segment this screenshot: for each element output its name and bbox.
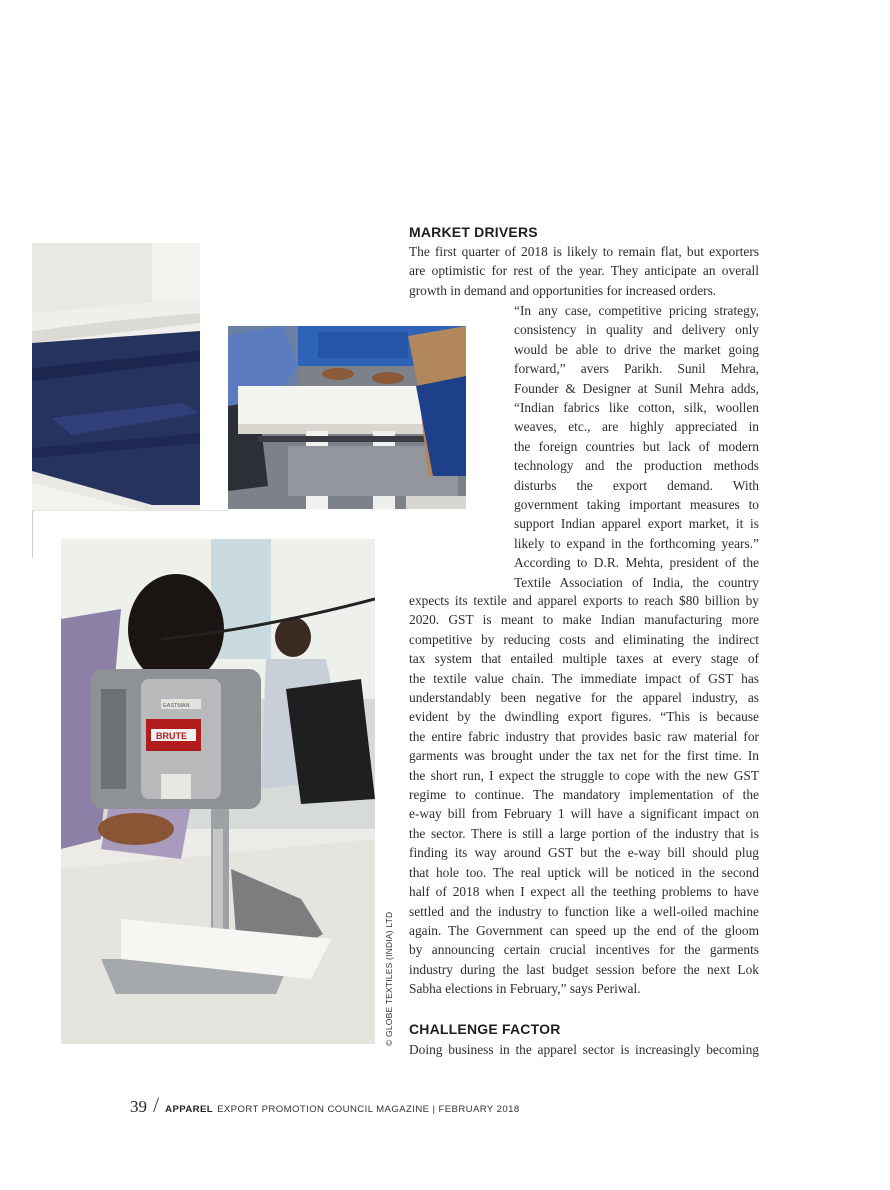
text-line: half of 2018 when I expect all the teething problems to have <box>409 884 759 900</box>
text-line: Sabha elections in February,” says Periwal. <box>409 981 641 997</box>
article-paragraph <box>409 1040 759 1059</box>
text-line: evident by the dwindling export figures. “This is because <box>409 709 759 725</box>
text-line: expects its textile and apparel exports to reach $80 billion by <box>409 593 759 608</box>
text-line: “Indian fabrics like cotton, silk, woollen <box>514 400 759 416</box>
fabric-illustration <box>32 243 200 510</box>
text-line: are optimistic for rest of the year. They anticipate an overall <box>409 263 759 279</box>
text-line: Doing business in the apparel sector is increasingly becoming <box>409 1042 759 1057</box>
text-line: the textile value chain. The immediate impact of GST has <box>409 670 759 686</box>
page-footer <box>130 1092 520 1118</box>
cutting-machine-photo <box>61 539 375 1044</box>
text-line: the foreign countries but lack of modern <box>514 438 759 454</box>
footer-slash: / <box>153 1092 160 1117</box>
article-paragraph <box>514 301 759 592</box>
text-line: consistency in quality and delivery only <box>514 322 759 338</box>
text-line: understandably been negative for the apparel industry, as <box>409 690 759 706</box>
text-line: government taking important measures to <box>514 497 759 513</box>
photo-frame-line <box>32 510 33 558</box>
fabric-photo <box>32 243 200 510</box>
text-line: garments was brought under the tax net for the first time. In <box>409 748 759 764</box>
magazine-name: APPAREL <box>165 1104 214 1115</box>
text-line: the sector. There is still a large portion of the industry that is <box>409 825 759 841</box>
section-heading-market-drivers: MARKET DRIVERS <box>409 224 538 240</box>
text-line: the entire fabric industry that provides basic raw material for <box>409 728 759 744</box>
article-paragraph <box>409 242 759 300</box>
text-line: technology and the production methods <box>514 458 759 474</box>
text-line: “In any case, competitive pricing strategy, <box>514 303 759 318</box>
cutting-machine-illustration <box>61 539 375 1044</box>
text-line: 2020. GST is meant to make Indian manufacturing more <box>409 612 759 628</box>
text-line: would be able to drive the market going <box>514 341 759 357</box>
photo-frame-line <box>32 510 228 511</box>
text-line: that hole too. The real uptick will be noticed in the second <box>409 864 759 880</box>
text-line: finding its way around GST but the e-way bill should plug <box>409 845 759 861</box>
text-line: support Indian apparel export market, it is <box>514 516 759 532</box>
text-line: growth in demand and opportunities for increased orders. <box>409 282 717 298</box>
text-line: industry during the last budget session before the next Lok <box>409 961 759 977</box>
section-heading-challenge-factor: CHALLENGE FACTOR <box>409 1021 561 1037</box>
text-line: The first quarter of 2018 is likely to remain flat, but exporters <box>409 244 759 259</box>
workers-table-illustration <box>228 326 466 509</box>
page-number: 39 <box>130 1097 147 1116</box>
text-line: Textile Association of India, the country <box>514 574 759 590</box>
text-line: tax system that entailed multiple taxes at every stage of <box>409 651 759 667</box>
text-line: likely to expand in the forthcoming years.” <box>514 535 759 551</box>
text-line: e-way bill from February 1 will have a significant impact on <box>409 806 759 822</box>
magazine-issue: EXPORT PROMOTION COUNCIL MAGAZINE | FEBRUARY 2018 <box>217 1104 520 1115</box>
text-line: forward,” avers Parikh. Sunil Mehra, <box>514 361 759 377</box>
text-line: disturbs the export demand. With <box>514 477 759 493</box>
text-line: the short run, I expect the struggle to cope with the new GST <box>409 767 759 783</box>
text-line: According to D.R. Mehta, president of the <box>514 555 759 571</box>
text-line: by announcing certain crucial incentives for the garments <box>409 942 759 958</box>
article-paragraph <box>409 591 759 999</box>
text-line: competitive by reducing costs and eliminating the indirect <box>409 631 759 647</box>
machine-tag-label: EASTMAN <box>163 703 190 709</box>
text-line: Founder & Designer at Sunil Mehra adds, <box>514 380 759 396</box>
text-line: weaves, etc., are highly appreciated in <box>514 419 759 435</box>
text-line: again. The Government can speed up the end of the gloom <box>409 922 759 938</box>
photo-credit: © GLOBE TEXTILES (INDIA) LTD <box>384 911 394 1046</box>
text-line: settled and the industry to function like a well-oiled machine <box>409 903 759 919</box>
text-line: regime to continue. The mandatory implementation of the <box>409 787 759 803</box>
machine-brand-label: BRUTE <box>156 731 187 741</box>
workers-table-photo <box>228 326 466 509</box>
